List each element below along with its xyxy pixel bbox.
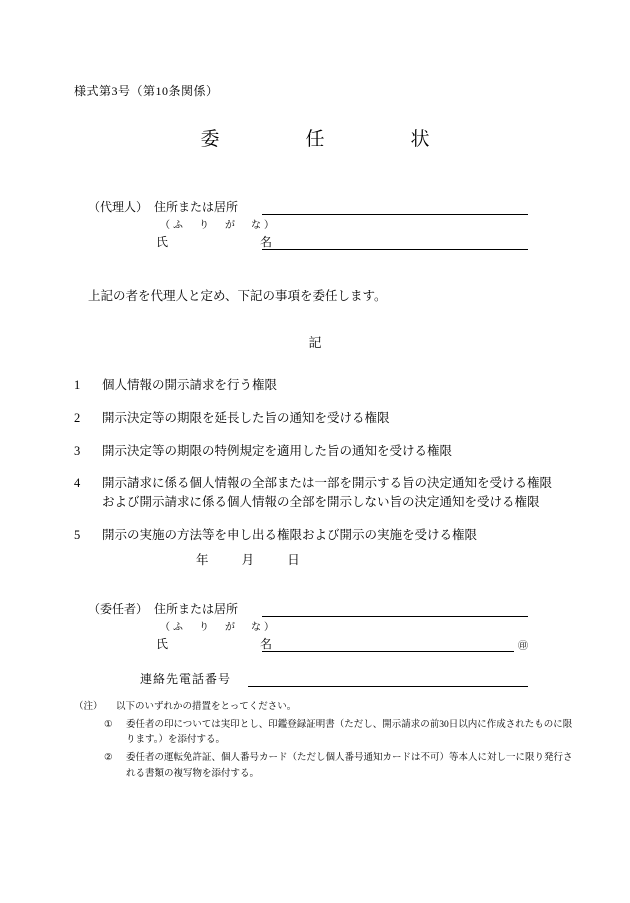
entrustor-address-input[interactable] [262,603,528,617]
entrustor-furigana-label: （ふ り が な） [160,622,277,633]
list-item [74,442,564,461]
item-text: 開示の実施の方法等を申し出る権限および開示の実施を受ける権限 [102,527,478,542]
seal-mark: ㊞ [518,641,528,652]
agent-name-input[interactable] [262,236,528,250]
list-item [74,409,564,428]
item-number: 3 [74,443,81,458]
date-day-label: 日 [287,553,302,567]
item-text: 開示請求に係る個人情報の全部または一部を開示する旨の決定通知を受ける権限および開示請求に係る個人情報の全部を開示しない旨の決定通知を受ける権限 [102,476,553,509]
agent-furigana-label: （ふ り が な） [160,220,277,231]
date-line [196,550,328,568]
notes-header [74,700,574,716]
list-item [74,376,564,395]
item-number: 2 [74,410,81,425]
agent-paren-label: （代理人） [88,200,149,214]
agent-address-input[interactable] [262,201,528,215]
item-number: 1 [74,378,81,392]
entrustor-tel-row [88,670,528,687]
agent-address-label: 住所または居所 [154,200,239,214]
entrustor-name-label: 氏 名 [156,637,287,651]
page-title: 委 任 状 [200,129,446,150]
entrustor-address-row [88,600,528,617]
agent-address-row [88,198,528,215]
item-number: 5 [74,527,81,542]
entrustor-section [88,600,528,689]
item-text: 開示決定等の期限の特例規定を適用した旨の通知を受ける権限 [102,443,453,458]
ki-mark: 記 [308,335,322,350]
authority-item-list [74,376,564,559]
note-text: 委任者の印については実印とし、印鑑登録証明書（ただし、開示請求の前30日以内に作成されたものに限ります。）を添付する。 [126,719,573,746]
entrustor-address-label: 住所または居所 [154,602,239,616]
note-text: 委任者の運転免許証、個人番号カード（ただし個人番号通知カードは不可）等本人に対し一に限り発行される書類の複写物を添付する。 [126,753,573,779]
entrustor-name-row [88,635,528,652]
list-item [74,526,564,545]
list-item [74,474,564,512]
notes-section [74,700,574,782]
agent-name-row [88,233,528,250]
item-text: 開示決定等の期限を延長した旨の通知を受ける権限 [102,410,390,425]
item-number: 4 [74,476,81,491]
agent-name-label: 氏 名 [156,235,287,249]
note-item [104,751,574,782]
delegation-statement: 上記の者を代理人と定め、下記の事項を委任します。 [88,289,387,303]
date-year-label: 年 [196,553,211,567]
note-marker: ② [104,753,113,764]
form-number: 様式第3号（第10条関係） [74,84,219,98]
agent-section [88,198,528,252]
date-month-label: 月 [241,553,257,567]
note-item [104,718,574,749]
entrustor-tel-input[interactable] [248,673,528,687]
notes-tag: （注） [74,702,103,712]
entrustor-paren-label: （委任者） [88,602,149,616]
entrustor-name-input[interactable] [262,638,514,652]
entrustor-tel-label: 連絡先電話番号 [140,672,232,686]
item-text: 個人情報の開示請求を行う権限 [102,378,278,392]
notes-lead: 以下のいずれかの措置をとってください。 [116,702,297,712]
note-marker: ① [104,719,113,730]
